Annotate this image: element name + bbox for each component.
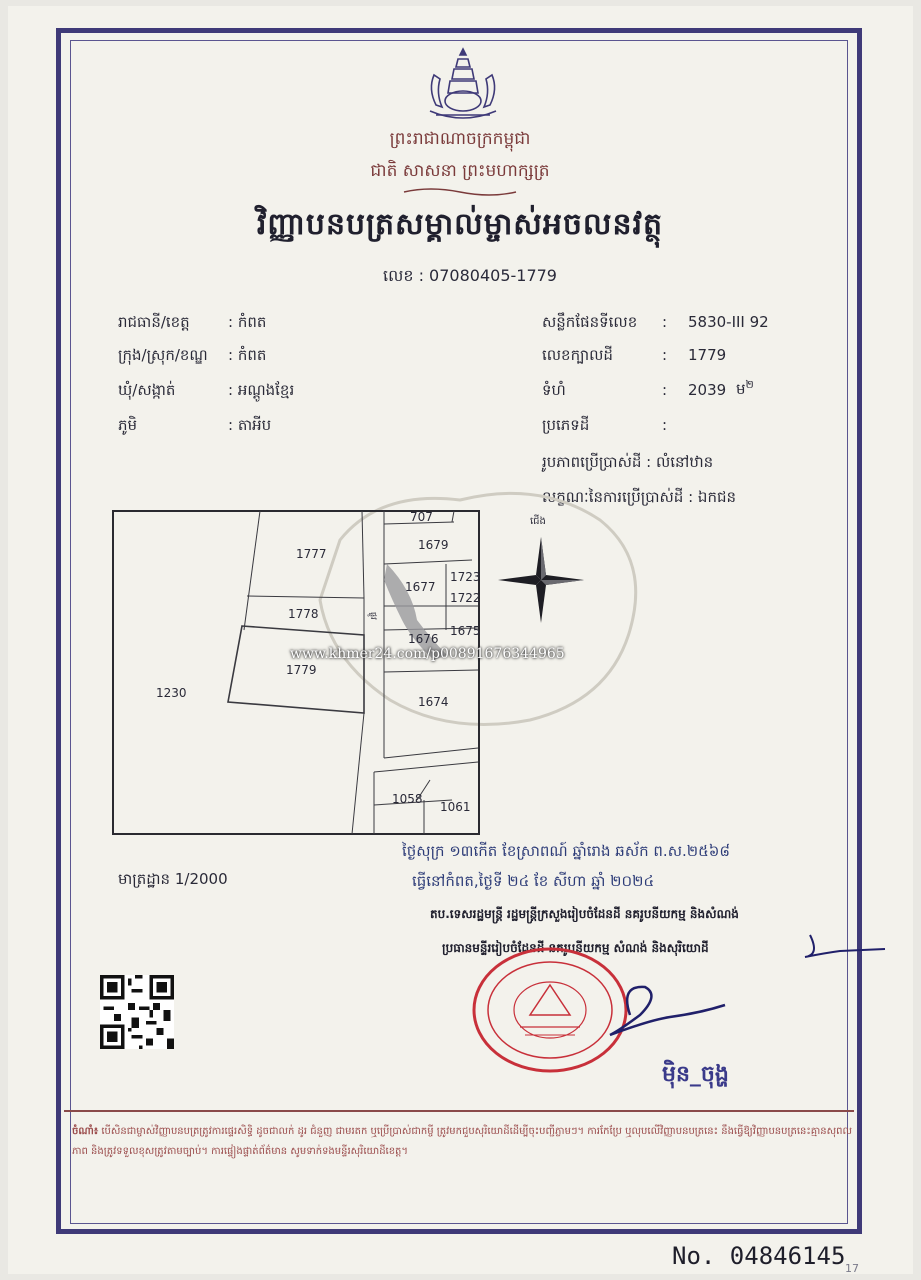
area-sep: : bbox=[662, 381, 668, 399]
land-type-sep: : bbox=[662, 416, 668, 434]
parcel-label: 1230 bbox=[156, 686, 187, 700]
scale bbox=[118, 870, 228, 892]
signature bbox=[590, 975, 730, 1045]
province-value: : កំពត bbox=[228, 313, 267, 331]
royal-emblem-icon bbox=[420, 45, 506, 123]
compass-star-icon bbox=[496, 535, 586, 625]
note-label: ចំណាំ៖ bbox=[72, 1126, 99, 1137]
land-type-label: ប្រភេទដី bbox=[542, 416, 590, 434]
parcel-label: 1674 bbox=[418, 695, 449, 709]
parcel-number-label: លេខក្បាលដី bbox=[542, 346, 613, 364]
scale-label: មាត្រដ្ឋាន bbox=[118, 870, 171, 888]
parcel-label: 1058 bbox=[392, 792, 423, 806]
parcel-label: 1777 bbox=[296, 547, 327, 561]
area-unit-sup: ២ bbox=[745, 378, 754, 391]
parcel-label: 1723 bbox=[450, 570, 481, 584]
district-value: : កំពត bbox=[228, 346, 267, 364]
number-value: : 07080405-1779 bbox=[418, 266, 557, 285]
initial-signature bbox=[790, 925, 890, 965]
solar-date: ធ្វើនៅកំពត,ថ្ងៃទី ២៤ ខែ សីហា ឆ្នាំ ២០២៤ bbox=[412, 872, 655, 890]
minister-title: តប.ទេសរដ្ឋមន្ត្រី រដ្ឋមន្ត្រីក្រសួងរៀបចំដែនដី នគរូបនីយកម្ម និងសំណង់ bbox=[430, 907, 739, 921]
parcel-label: 1677 bbox=[405, 580, 436, 594]
watermark-url: www.khmer24.com/p00891676344965 bbox=[290, 646, 565, 662]
certificate-number bbox=[300, 265, 640, 289]
north-label: ជើង bbox=[530, 516, 546, 527]
parcel-label: 1679 bbox=[418, 538, 449, 552]
village-label: ភូមិ bbox=[118, 416, 138, 434]
parcel-label: 707 bbox=[410, 510, 433, 524]
area-unit-base: ម bbox=[736, 380, 746, 398]
scale-value: 1/2000 bbox=[174, 870, 228, 888]
parcel-number-sep: : bbox=[662, 346, 668, 364]
village-value: : តាអីប bbox=[228, 416, 272, 434]
map-sheet-value: 5830-III 92 bbox=[688, 313, 769, 331]
parcel-label: 1675 bbox=[450, 624, 481, 638]
map-sheet-sep: : bbox=[662, 313, 668, 331]
commune-value: : អណ្ដូងខ្មែរ bbox=[228, 381, 295, 399]
commune-label: ឃុំ/សង្កាត់ bbox=[118, 381, 176, 399]
lunar-date: ថ្ងៃសុក្រ ១៣កើត ខែស្រាពណ៍ ឆ្នាំរោង ឆស័ក ព.ស.២៥៦៨ bbox=[402, 842, 730, 860]
department-title: ប្រធានមន្ទីររៀបចំដែនដី នគរូបនីយកម្ម សំណង់ និងសុរិយោដី bbox=[442, 941, 709, 955]
parcel-label: 1061 bbox=[440, 800, 471, 814]
land-use-type-label: លក្ខណៈនៃការប្រើប្រាស់ដី bbox=[542, 488, 684, 506]
parcel-label: 1676 bbox=[408, 632, 439, 646]
land-use-form bbox=[542, 453, 713, 475]
land-use-form-label: រូបភាពប្រើប្រាស់ដី bbox=[542, 453, 642, 471]
area-value: 2039 bbox=[688, 381, 727, 399]
note-body: បើសិនជាម្ចាស់វិញ្ញាបនបត្រត្រូវការផ្ទេរសិទ្ធិ ដូចជាលក់ ដូរ ជំនួញ ជាមរតក ឬប្រើប្រាស់ជាកម្ចី ត្រូវមកជួបសុរិយោដីដើម្បីចុះបញ្ជីភ្លាមៗ។ ការកែប្រែ ឬលុបលើវិញ្ញាបនបត្រនេះ នឹងធ្វើឱ្យវិញ្ញាបនបត្រនេះគ្មានសុពលភាព និងត្រូវទទួលខុសត្រូវតាមច្បាប់។ ការផ្ទៀងផ្ទាត់ព័ត៌មាន សូមទាក់ទងមន្ទីរសុរិយោដីខេត្ត។ bbox=[72, 1126, 852, 1157]
parcel-label: 1722 bbox=[450, 591, 481, 605]
note-text bbox=[72, 1122, 852, 1162]
kingdom-line-2: ជាតិ សាសនា ព្រះមហាក្សត្រ bbox=[370, 161, 550, 181]
area-unit bbox=[736, 378, 754, 402]
parcel-label: 1779 bbox=[286, 663, 317, 677]
map-sheet-label: សន្លឹកផែនទីលេខ bbox=[542, 313, 638, 331]
signer-name: ម៉ិន_ចុង្ហ bbox=[662, 1062, 729, 1087]
kingdom-line-1: ព្រះរាជាណាចក្រកម្ពុជា bbox=[389, 129, 531, 149]
parcel-number-value: 1779 bbox=[688, 346, 727, 364]
document-title: វិញ្ញាបនបត្រសម្គាល់ម្ចាស់អចលនវត្ថុ bbox=[256, 207, 664, 242]
road-label: ផ្លូវ bbox=[369, 612, 378, 620]
serial-subscript: 17 bbox=[845, 1262, 859, 1275]
district-label: ក្រុង/ស្រុក/ខណ្ឌ bbox=[118, 346, 208, 364]
number-label: លេខ bbox=[383, 266, 414, 285]
qr-code bbox=[100, 975, 174, 1049]
area-label: ទំហំ bbox=[542, 381, 566, 399]
land-use-type-value: : ឯកជន bbox=[688, 488, 737, 506]
serial-number: No. 04846145 bbox=[672, 1242, 846, 1270]
ornament-divider bbox=[400, 186, 520, 198]
province-label: រាជធានី/ខេត្ត bbox=[118, 313, 190, 331]
land-use-form-value: : លំនៅឋាន bbox=[646, 453, 714, 471]
parcel-label: 1778 bbox=[288, 607, 319, 621]
